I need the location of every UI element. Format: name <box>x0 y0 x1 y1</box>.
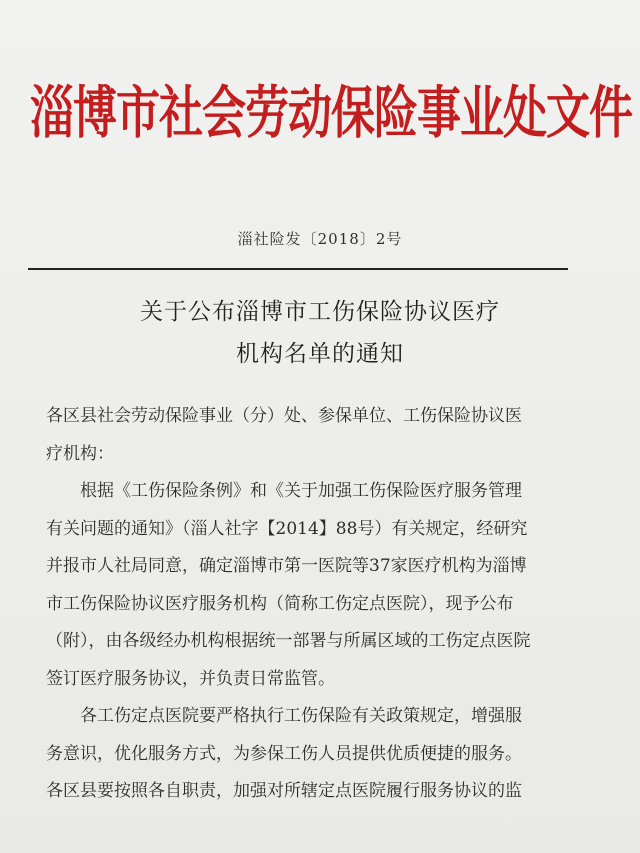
document-title-line-2: 机构名单的通知 <box>236 341 404 367</box>
header-divider <box>28 268 568 270</box>
body-line: 各区县社会劳动保险事业（分）处、参保单位、工伤保险协议医 <box>46 406 522 426</box>
body-line: 各区县要按照各自职责，加强对所辖定点医院履行服务协议的监 <box>46 781 522 801</box>
body-line: 务意识，优化服务方式，为参保工伤人员提供优质便捷的服务。 <box>46 743 522 764</box>
body-line: （附），由各级经办机构根据统一部署与所属区域的工伤定点医院 <box>46 631 531 651</box>
document-header: 淄博市社会劳动保险事业处文件 <box>30 80 632 146</box>
body-line: 有关问题的通知》（淄人社字【2014】88号）有关规定，经研究 <box>46 518 528 539</box>
body-line: 并报市人社局同意，确定淄博市第一医院等37家医疗机构为淄博 <box>46 556 527 576</box>
body-line: 各工伤定点医院要严格执行工伤保险有关政策规定，增强服 <box>80 706 522 726</box>
body-line: 根据《工伤保险条例》和《关于加强工伤保险医疗服务管理 <box>80 481 522 501</box>
body-line: 市工伤保险协议医疗服务机构（简称工伤定点医院），现予公布 <box>46 593 514 614</box>
body-line: 签订医疗服务协议，并负责日常监管。 <box>46 668 335 689</box>
document-body <box>46 398 596 811</box>
body-line: 疗机构： <box>46 443 114 464</box>
document-number: 淄社险发〔2018〕2号 <box>237 230 403 248</box>
document-title-line-1: 关于公布淄博市工伤保险协议医疗 <box>140 299 500 325</box>
